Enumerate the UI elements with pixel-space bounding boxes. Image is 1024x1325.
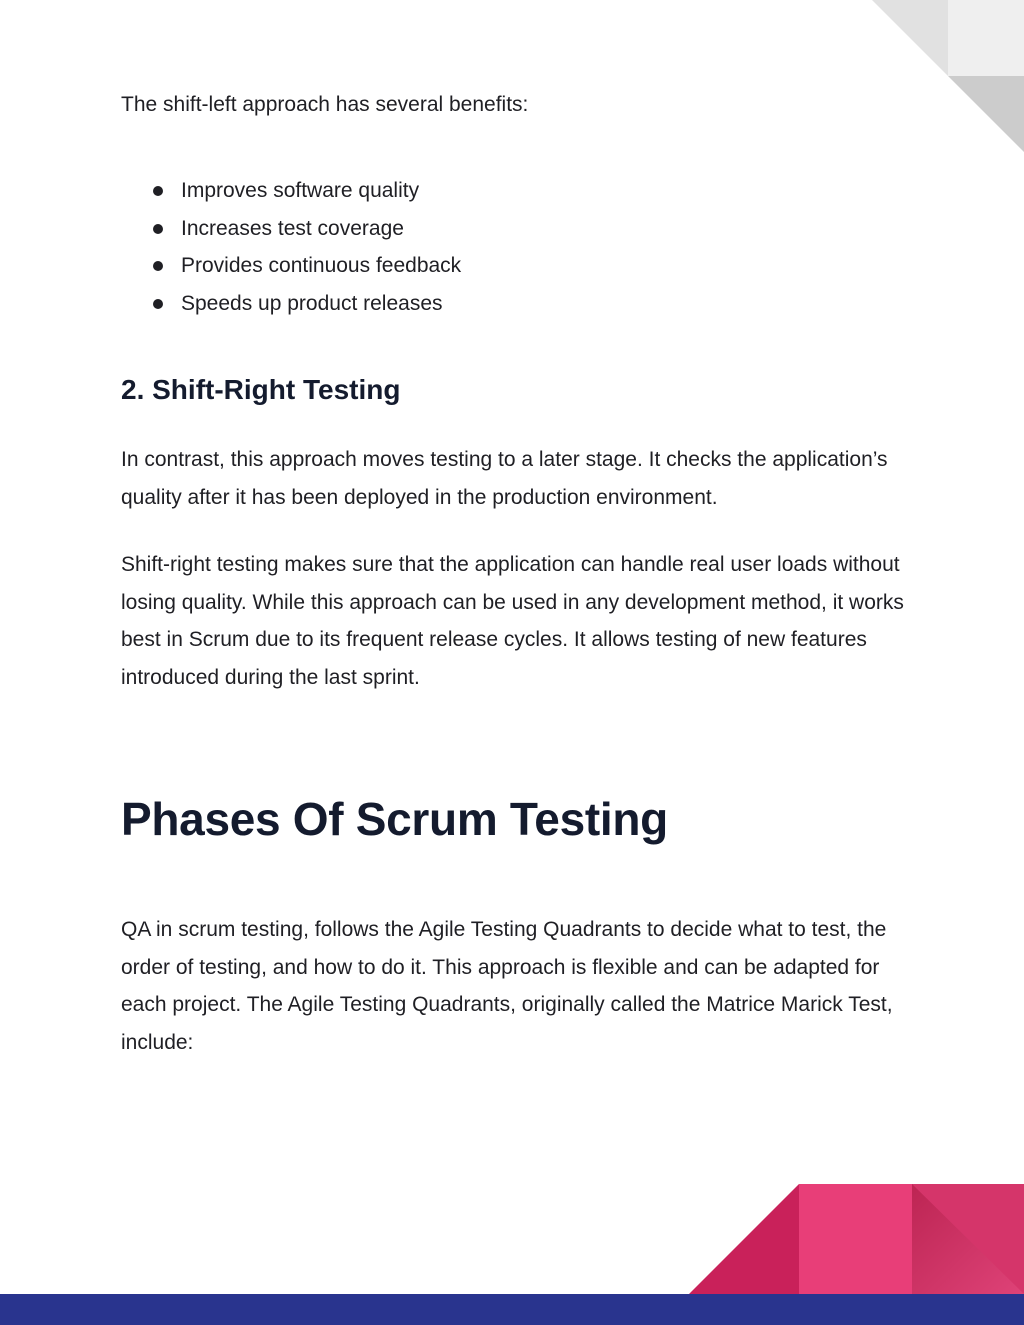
list-item-text: Improves software quality: [181, 179, 420, 202]
bullet-icon: [153, 224, 163, 234]
bullet-icon: [153, 299, 163, 309]
bottom-shape-pink-block: [799, 1184, 912, 1294]
bottom-shape-crimson-triangle: [689, 1184, 799, 1294]
footer-bar: [0, 1294, 1024, 1325]
paragraph-quadrants: QA in scrum testing, follows the Agile Testing Quadrants to decide what to test, the order of testing, and how to do it. This approach is flexible and can be adapted for each project. The Agile Testing Quadrants, originally called the Matrice Marick Test, include:: [121, 918, 893, 1054]
paragraph-shift-right-details: Shift-right testing makes sure that the application can handle real user loads without losing quality. While this approach can be used in any development method, it works best in Scrum due to its frequent release cycles. It allows testing of new features introduced during the last sprint.: [121, 553, 904, 689]
list-item: [121, 247, 461, 285]
corner-shape-shadow-left: [872, 0, 948, 76]
list-item: [121, 285, 461, 323]
paragraph-shift-right-intro: In contrast, this approach moves testing to a later stage. It checks the application’s quality after it has been deployed in the production environment.: [121, 448, 888, 509]
intro-text: The shift-left approach has several benefits:: [121, 93, 529, 116]
benefits-list: [121, 172, 461, 322]
list-item: [121, 172, 461, 210]
list-item-text: Speeds up product releases: [181, 291, 443, 315]
corner-shape-dark: [948, 76, 1024, 152]
bullet-icon: [153, 261, 163, 271]
section-heading: 2. Shift-Right Testing: [121, 374, 401, 405]
main-heading: Phases Of Scrum Testing: [121, 793, 668, 845]
bullet-icon: [153, 186, 163, 196]
corner-decoration-top: [872, 0, 1024, 152]
list-item-text: Increases test coverage: [181, 216, 404, 240]
list-item-text: Provides continuous feedback: [181, 254, 462, 278]
list-item: [121, 210, 461, 248]
corner-shape-pale: [948, 0, 1024, 76]
corner-decoration-bottom: [689, 1184, 1024, 1294]
